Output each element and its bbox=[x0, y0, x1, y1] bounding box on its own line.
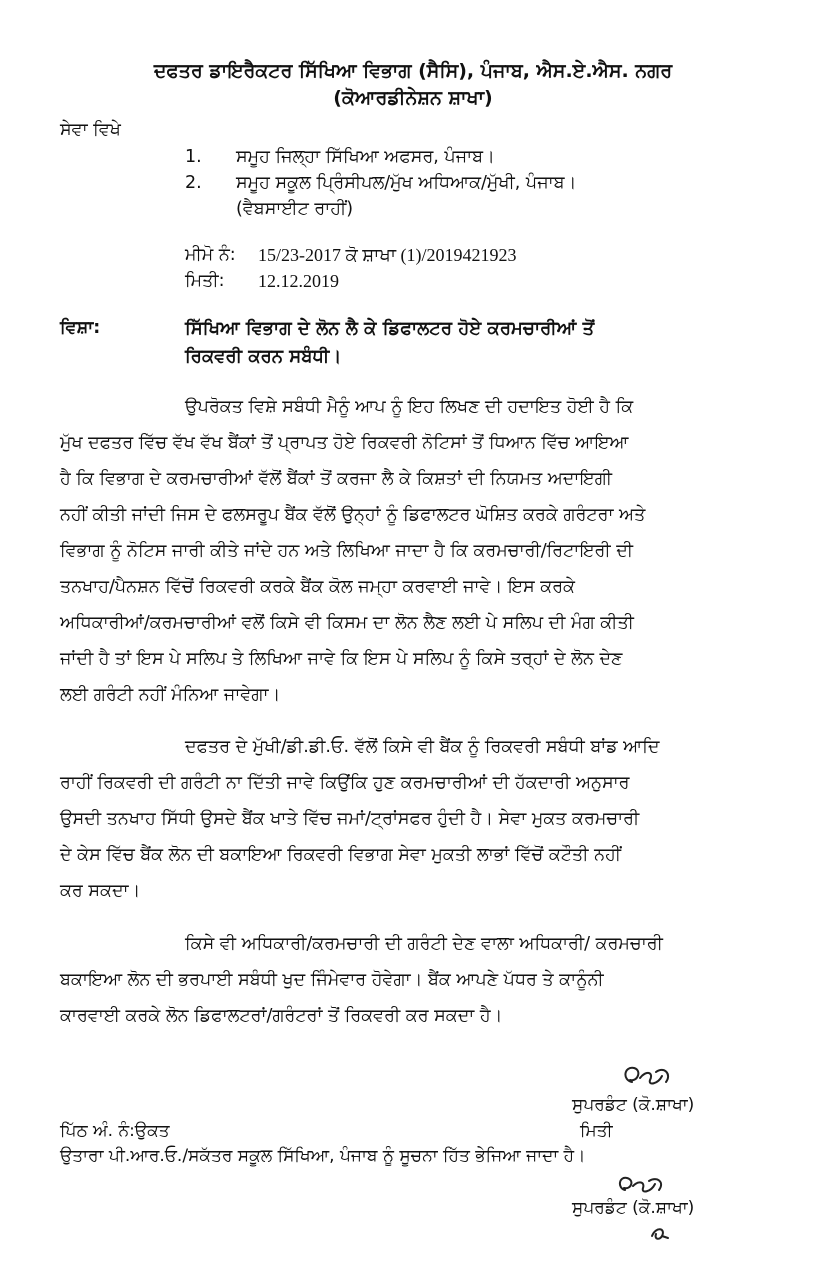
signatory-title-1: ਸੁਪਰਡੰਟ (ਕੋ.ਸ਼ਾਖਾ) bbox=[572, 1095, 695, 1115]
para1-line: ਉਪਰੋਕਤ ਵਿਸ਼ੇ ਸਬੰਧੀ ਮੈਨੂੰ ਆਪ ਨੂੰ ਇਹ ਲਿਖਣ ਦੀ ਹਦਾਇਤ ਹੋਈ ਹੈ ਕਿ bbox=[185, 397, 634, 417]
signature-flourish bbox=[648, 1224, 672, 1244]
memo-date-label: ਮਿਤੀ: bbox=[185, 271, 225, 291]
para1-line: ਵਿਭਾਗ ਨੂੰ ਨੋਟਿਸ ਜਾਰੀ ਕੀਤੇ ਜਾਂਦੇ ਹਨ ਅਤੇ ਲਿਖਿਆ ਜਾਦਾ ਹੈ ਕਿ ਕਰਮਚਾਰੀ/ਰਿਟਾਇਰੀ ਦੀ bbox=[60, 541, 634, 561]
recipient-1-number: 1. bbox=[185, 147, 202, 167]
para2-line: ਉਸਦੀ ਤਨਖਾਹ ਸਿੱਧੀ ਉਸਦੇ ਬੈਂਕ ਖਾਤੇ ਵਿੱਚ ਜਮਾਂ/ਟ੍ਰਾਂਸਫਰ ਹੁੰਦੀ ਹੈ। ਸੇਵਾ ਮੁਕਤ ਕਰਮਚਾਰੀ bbox=[60, 809, 640, 829]
recipient-2-text: ਸਮੂਹ ਸਕੂਲ ਪ੍ਰਿੰਸੀਪਲ/ਮੁੱਖ ਅਧਿਆਕ/ਮੁੱਖੀ, ਪੰਜਾਬ। bbox=[236, 173, 577, 193]
branch-heading: (ਕੋਆਰਡੀਨੇਸ਼ਨ ਸ਼ਾਖਾ) bbox=[333, 87, 493, 109]
para1-line: ਅਧਿਕਾਰੀਆਂ/ਕਰਮਚਾਰੀਆਂ ਵਲੋਂ ਕਿਸੇ ਵੀ ਕਿਸਮ ਦਾ ਲੋਨ ਲੈਣ ਲਈ ਪੇ ਸਲਿਪ ਦੀ ਮੰਗ ਕੀਤੀ bbox=[60, 613, 634, 633]
endorsement-date-label: ਮਿਤੀ bbox=[580, 1121, 613, 1141]
endorsement-number-label: ਪਿੱਠ ਅੰ. ਨੰ:ਉਕਤ bbox=[60, 1121, 170, 1141]
para2-line: ਕਰ ਸਕਦਾ। bbox=[60, 881, 141, 901]
subject-label: ਵਿਸ਼ਾ: bbox=[60, 318, 101, 338]
memo-number-value: 15/23-2017 ਕੋ ਸ਼ਾਖਾ (1)/2019421923 bbox=[258, 245, 517, 265]
para2-line: ਦੇ ਕੇਸ ਵਿੱਚ ਬੈਂਕ ਲੋਨ ਦੀ ਬਕਾਇਆ ਰਿਕਵਰੀ ਵਿਭਾਗ ਸੇਵਾ ਮੁਕਤੀ ਲਾਭਾਂ ਵਿੱਚੋਂ ਕਟੌਤੀ ਨਹੀਂ bbox=[60, 845, 622, 865]
para1-line: ਮੁੱਖ ਦਫਤਰ ਵਿੱਚ ਵੱਖ ਵੱਖ ਬੈਂਕਾਂ ਤੋਂ ਪ੍ਰਾਪਤ ਹੋਏ ਰਿਕਵਰੀ ਨੋਟਿਸਾਂ ਤੋਂ ਧਿਆਨ ਵਿੱਚ ਆਇਆ bbox=[60, 433, 629, 453]
para1-line: ਲਈ ਗਰੰਟੀ ਨਹੀਂ ਮੰਨਿਆ ਜਾਵੇਗਾ। bbox=[60, 685, 281, 705]
para1-line: ਨਹੀਂ ਕੀਤੀ ਜਾਂਦੀ ਜਿਸ ਦੇ ਫਲਸਰੂਪ ਬੈਂਕ ਵੱਲੋਂ ਉਨ੍ਹਾਂ ਨੂੰ ਡਿਫਾਲਟਰ ਘੋਸ਼ਿਤ ਕਰਕੇ ਗਰੰਟਰਾ ਅਤੇ bbox=[60, 505, 646, 525]
signature-initials-1 bbox=[620, 1060, 680, 1096]
recipient-1-text: ਸਮੂਹ ਜਿਲ੍ਹਾ ਸਿੱਖਿਆ ਅਫਸਰ, ਪੰਜਾਬ। bbox=[236, 147, 495, 167]
para3-line: ਬਕਾਇਆ ਲੋਨ ਦੀ ਭਰਪਾਈ ਸਬੰਧੀ ਖੁਦ ਜਿੰਮੇਵਾਰ ਹੋਵੇਗਾ। ਬੈਂਕ ਆਪਣੇ ਪੱਧਰ ਤੇ ਕਾਨੂੰਨੀ bbox=[60, 970, 604, 990]
subject-line-1: ਸਿੱਖਿਆ ਵਿਭਾਗ ਦੇ ਲੋਨ ਲੈ ਕੇ ਡਿਫਾਲਟਰ ਹੋਏ ਕਰਮਚਾਰੀਆਂ ਤੋਂ bbox=[185, 318, 595, 339]
memo-number-label: ਮੀਮੋ ਨੰ: bbox=[185, 245, 236, 265]
para2-line: ਰਾਹੀਂ ਰਿਕਵਰੀ ਦੀ ਗਰੰਟੀ ਨਾ ਦਿੱਤੀ ਜਾਵੇ ਕਿਉਂਕਿ ਹੁਣ ਕਰਮਚਾਰੀਆਂ ਦੀ ਹੱਕਦਾਰੀ ਅਨੁਸਾਰ bbox=[60, 773, 630, 793]
para1-line: ਜਾਂਦੀ ਹੈ ਤਾਂ ਇਸ ਪੇ ਸਲਿਪ ਤੇ ਲਿਖਿਆ ਜਾਵੇ ਕਿ ਇਸ ਪੇ ਸਲਿਪ ਨੂੰ ਕਿਸੇ ਤਰ੍ਹਾਂ ਦੇ ਲੋਨ ਦੇਣ bbox=[60, 649, 623, 669]
office-heading: ਦਫਤਰ ਡਾਇਰੈਕਟਰ ਸਿੱਖਿਆ ਵਿਭਾਗ (ਸੈਸਿ), ਪੰਜਾਬ, ਐਸ.ਏ.ਐਸ. ਨਗਰ bbox=[153, 60, 673, 82]
subject-line-2: ਰਿਕਵਰੀ ਕਰਨ ਸਬੰਧੀ। bbox=[185, 346, 342, 367]
via-website: (ਵੈਬਸਾਈਟ ਰਾਹੀਂ) bbox=[236, 199, 354, 219]
para1-line: ਹੈ ਕਿ ਵਿਭਾਗ ਦੇ ਕਰਮਚਾਰੀਆਂ ਵੱਲੋਂ ਬੈਂਕਾਂ ਤੋਂ ਕਰਜਾ ਲੈ ਕੇ ਕਿਸ਼ਤਾਂ ਦੀ ਨਿਯਮਤ ਅਦਾਇਗੀ bbox=[60, 469, 613, 489]
para3-line: ਕਿਸੇ ਵੀ ਅਧਿਕਾਰੀ/ਕਰਮਚਾਰੀ ਦੀ ਗਰੰਟੀ ਦੇਣ ਵਾਲਾ ਅਧਿਕਾਰੀ/ ਕਰਮਚਾਰੀ bbox=[185, 934, 663, 954]
para2-line: ਦਫਤਰ ਦੇ ਮੁੱਖੀ/ਡੀ.ਡੀ.ਓ. ਵੱਲੋਂ ਕਿਸੇ ਵੀ ਬੈਂਕ ਨੂੰ ਰਿਕਵਰੀ ਸਬੰਧੀ ਬਾਂਡ ਆਦਿ bbox=[185, 737, 660, 757]
para3-line: ਕਾਰਵਾਈ ਕਰਕੇ ਲੋਨ ਡਿਫਾਲਟਰਾਂ/ਗਰੰਟਰਾਂ ਤੋਂ ਰਿਕਵਰੀ ਕਰ ਸਕਦਾ ਹੈ। bbox=[60, 1006, 503, 1026]
memo-date-value: 12.12.2019 bbox=[258, 271, 339, 291]
recipient-2-number: 2. bbox=[185, 173, 202, 193]
to-label: ਸੇਵਾ ਵਿਖੇ bbox=[60, 120, 121, 140]
signatory-title-2: ਸੁਪਰਡੰਟ (ਕੋ.ਸ਼ਾਖਾ) bbox=[572, 1198, 695, 1218]
para1-line: ਤਨਖਾਹ/ਪੈਨਸ਼ਨ ਵਿੱਚੋਂ ਰਿਕਵਰੀ ਕਰਕੇ ਬੈਂਕ ਕੋਲ ਜਮ੍ਹਾ ਕਰਵਾਈ ਜਾਵੇ। ਇਸ ਕਰਕੇ bbox=[60, 577, 575, 597]
copy-forward-line: ਉਤਾਰਾ ਪੀ.ਆਰ.ਓ./ਸਕੱਤਰ ਸਕੂਲ ਸਿੱਖਿਆ, ਪੰਜਾਬ ਨੂੰ ਸੂਚਨਾ ਹਿੱਤ ਭੇਜਿਆ ਜਾਦਾ ਹੈ। bbox=[60, 1146, 586, 1166]
